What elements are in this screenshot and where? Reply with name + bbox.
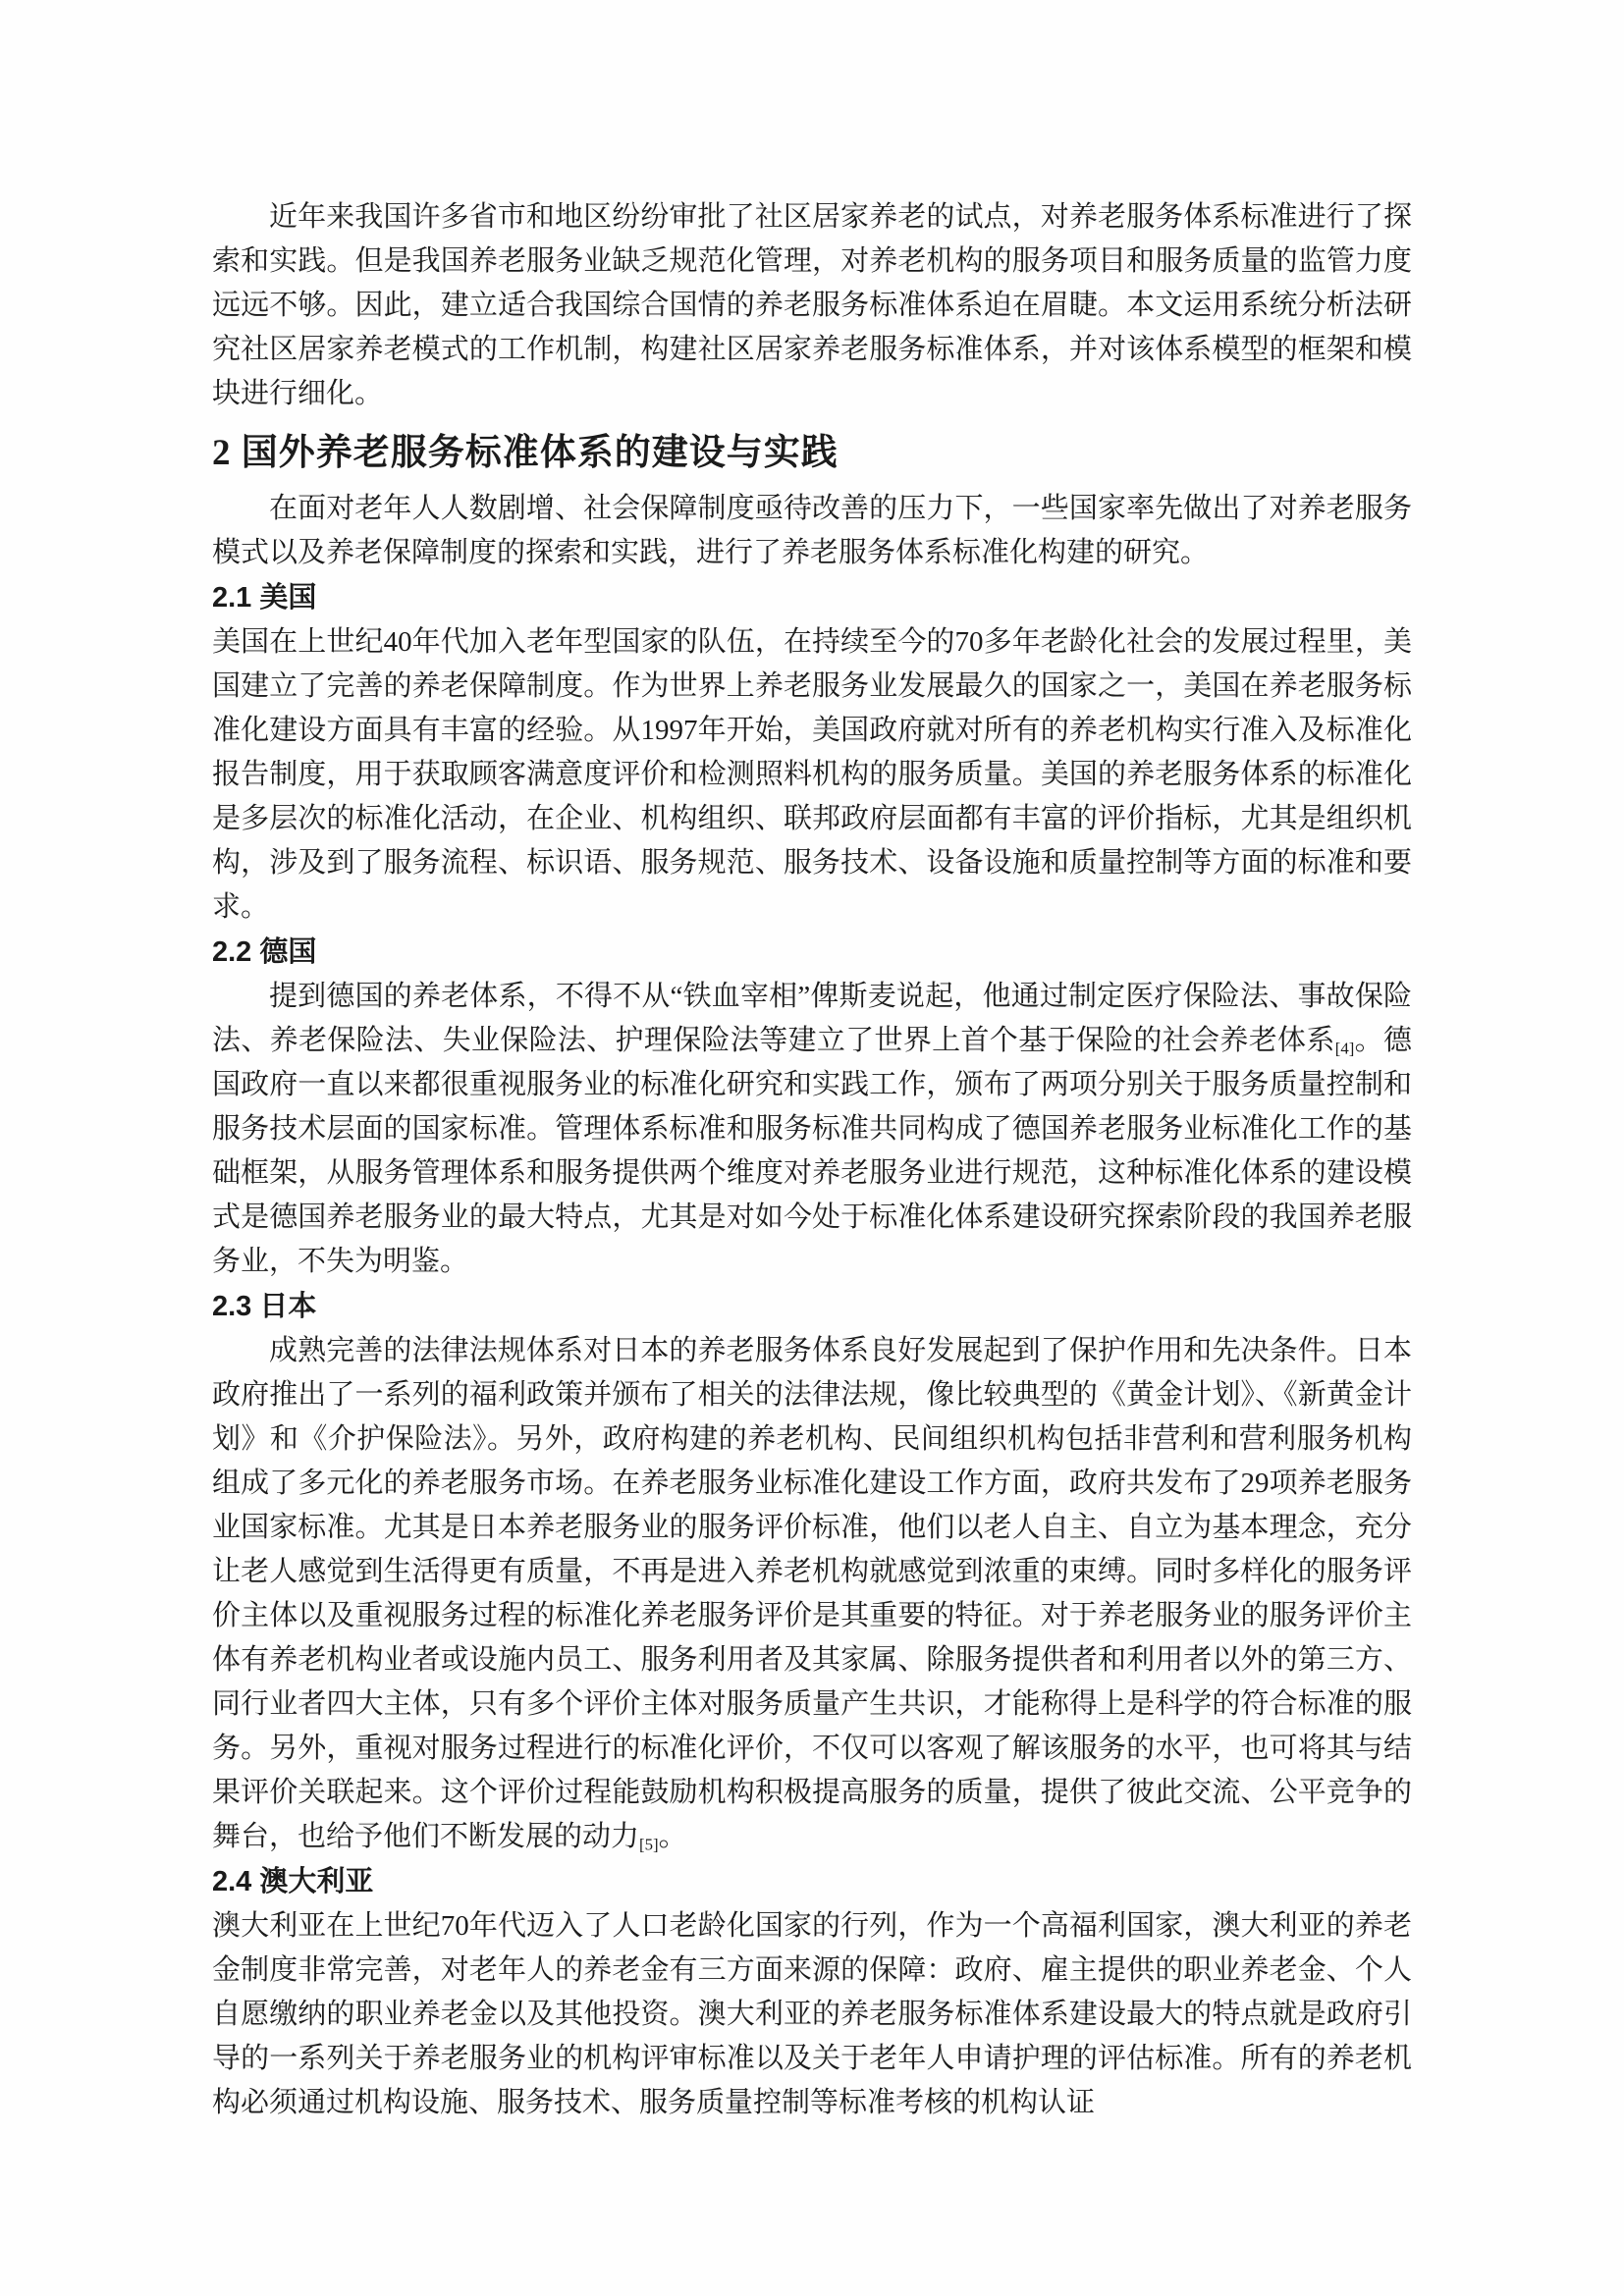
japan-paragraph bbox=[212, 1329, 1412, 1859]
japan-text-before-citation: 成熟完善的法律法规体系对日本的养老服务体系良好发展起到了保护作用和先决条件。日本政府推出了一系列的福利政策并颁布了相关的法律法规，像比较典型的《黄金计划》、《新黄金计划》和《介护保险法》。另外，政府构建的养老机构、民间组织机构包括非营利和营利服务机构组成了多元化的养老服务市场。在养老服务业标准化建设工作方面，政府共发布了29项养老服务业国家标准。尤其是日本养老服务业的服务评价标准，他们以老人自主、自立为基本理念，充分让老人感觉到生活得更有质量，不再是进入养老机构就感觉到浓重的束缚。同时多样化的服务评价主体以及重视服务过程的标准化养老服务评价是其重要的特征。对于养老服务业的服务评价主体有养老机构业者或设施内员工、服务利用者及其家属、除服务提供者和利用者以外的第三方、同行业者四大主体，只有多个评价主体对服务质量产生共识，才能称得上是科学的符合标准的服务。另外，重视对服务过程进行的标准化评价，不仅可以客观了解该服务的水平，也可将其与结果评价关联起来。这个评价过程能鼓励机构积极提高服务的质量，提供了彼此交流、公平竞争的舞台，也给予他们不断发展的动力 bbox=[212, 1335, 1412, 1852]
intro-paragraph: 近年来我国许多省市和地区纷纷审批了社区居家养老的试点，对养老服务体系标准进行了探索和实践。但是我国养老服务业缺乏规范化管理，对养老机构的服务项目和服务质量的监管力度远远不够。因此，建立适合我国综合国情的养老服务标准体系迫在眉睫。本文运用系统分析法研究社区居家养老模式的工作机制，构建社区居家养老服务标准体系，并对该体系模型的框架和模块进行细化。 bbox=[212, 201, 1412, 409]
australia-paragraph: 澳大利亚在上世纪70年代迈入了人口老龄化国家的行列，作为一个高福利国家，澳大利亚的养老金制度非常完善，对老年人的养老金有三方面来源的保障：政府、雇主提供的职业养老金、个人自愿缴纳的职业养老金以及其他投资。澳大利亚的养老服务标准体系建设最大的特点就是政府引导的一系列关于养老服务业的机构评审标准以及关于老年人申请护理的评估标准。所有的养老机构必须通过机构设施、服务技术、服务质量控制等标准考核的机构认证 bbox=[212, 1910, 1412, 2118]
japan-text-after-citation: 。 bbox=[658, 1821, 687, 1852]
subsection-heading-usa: 2.1 美国 bbox=[212, 582, 317, 614]
germany-text-after-citation: 。德国政府一直以来都很重视服务业的标准化研究和实践工作，颁布了两项分别关于服务质量控制和服务技术层面的国家标准。管理体系标准和服务标准共同构成了德国养老服务业标准化工作的基础框架，从服务管理体系和服务提供两个维度对养老服务业进行规范，这种标准化体系的建设模式是德国养老服务业的最大特点，尤其是对如今处于标准化体系建设研究探索阶段的我国养老服务业，不失为明鉴。 bbox=[212, 1025, 1412, 1277]
germany-paragraph bbox=[212, 975, 1412, 1284]
citation-marker-5: [5] bbox=[639, 1835, 659, 1854]
usa-paragraph: 美国在上世纪40年代加入老年型国家的队伍，在持续至今的70多年老龄化社会的发展过程里，美国建立了完善的养老保障制度。作为世界上养老服务业发展最久的国家之一，美国在养老服务标准化建设方面具有丰富的经验。从1997年开始，美国政府就对所有的养老机构实行准入及标准化报告制度，用于获取顾客满意度评价和检测照料机构的服务质量。美国的养老服务体系的标准化是多层次的标准化活动，在企业、机构组织、联邦政府层面都有丰富的评价指标，尤其是组织机构，涉及到了服务流程、标识语、服务规范、服务技术、设备设施和质量控制等方面的标准和要求。 bbox=[212, 626, 1412, 923]
citation-marker-4: [4] bbox=[1334, 1039, 1355, 1058]
section-heading: 2 国外养老服务标准体系的建设与实践 bbox=[212, 433, 839, 473]
subsection-heading-japan: 2.3 日本 bbox=[212, 1291, 317, 1322]
section-lead-paragraph: 在面对老年人人数剧增、社会保障制度亟待改善的压力下，一些国家率先做出了对养老服务模式以及养老保障制度的探索和实践，进行了养老服务体系标准化构建的研究。 bbox=[212, 493, 1412, 568]
subsection-heading-australia: 2.4 澳大利亚 bbox=[212, 1866, 374, 1897]
germany-text-before-citation: 提到德国的养老体系，不得不从“铁血宰相”俾斯麦说起，他通过制定医疗保险法、事故保险法、养老保险法、失业保险法、护理保险法等建立了世界上首个基于保险的社会养老体系 bbox=[212, 981, 1412, 1056]
subsection-heading-germany: 2.2 德国 bbox=[212, 936, 317, 968]
